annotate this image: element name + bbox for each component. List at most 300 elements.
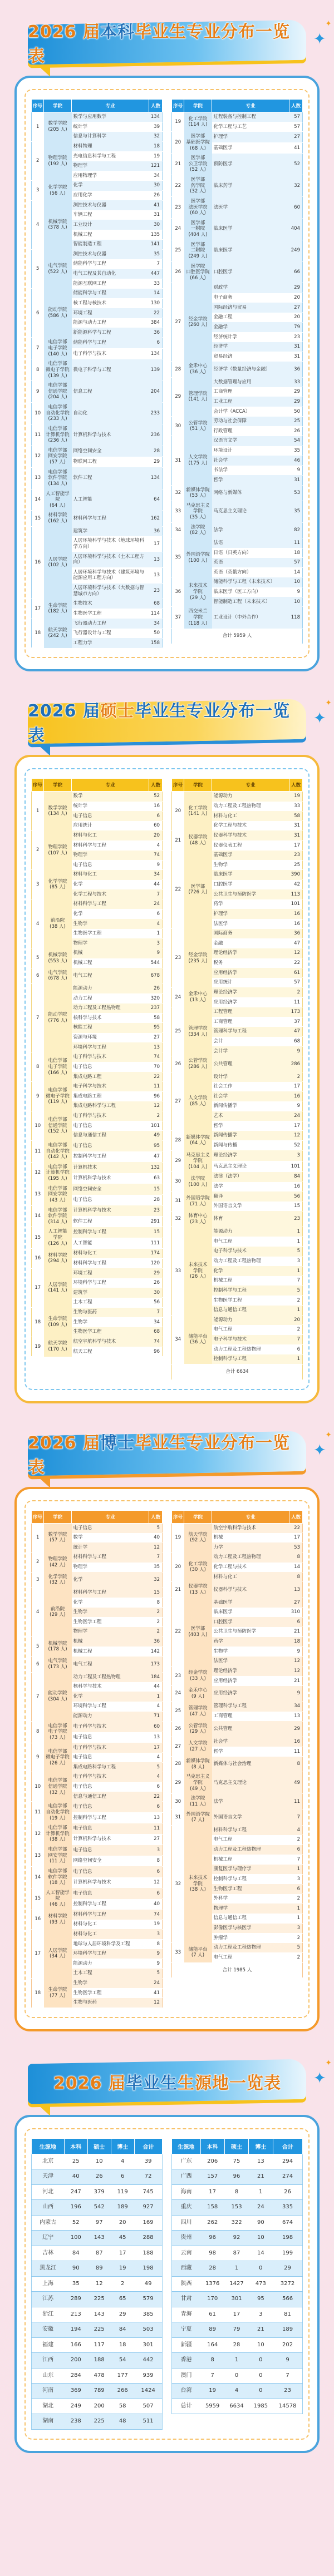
major-count: 37 xyxy=(294,1018,300,1025)
major-name: 核科学与技术 xyxy=(73,1015,102,1021)
province-name: 福建 xyxy=(32,2337,65,2353)
college-name: 生命学院 (109 人) xyxy=(44,1308,72,1337)
college-name: 医学部 公卫学院 (52 人) xyxy=(184,154,212,175)
college-name: 材料学院 (162 人) xyxy=(44,511,72,526)
major-count: 24 xyxy=(149,1979,163,1989)
college-name: 电信学部 电子学院 (73 人) xyxy=(44,1721,72,1743)
table-header-row xyxy=(32,779,163,792)
major-count: 13 xyxy=(149,1042,163,1052)
major-name: 临床医学 xyxy=(212,218,289,240)
college-name: 电信学部 软件学院 (314 人) xyxy=(44,1205,72,1227)
count-cell: 28 xyxy=(200,2261,224,2277)
major-name: 材料科学与工程 xyxy=(72,1588,149,1598)
major-name: 仪器科学与技术 xyxy=(212,1582,289,1598)
major-count: 60 xyxy=(154,823,160,829)
major-count: 101 xyxy=(150,1123,160,1129)
major-name: 管理科学与工程 xyxy=(212,1702,289,1712)
college-name: 马克思主义 学院 (104 人) xyxy=(184,1150,212,1172)
major-name: 电子信息 xyxy=(72,1888,149,1898)
college-name: 电信学部 信通学院 (204 人) xyxy=(44,381,72,403)
title-year: 2026 xyxy=(28,701,77,721)
major-count: 134 xyxy=(150,350,160,357)
major-name: 电子科学与技术 xyxy=(212,1247,289,1257)
major-count: 7 xyxy=(149,1552,163,1563)
count-cell: 542 xyxy=(87,2200,111,2216)
college-name: 金禾中心 (9 人) xyxy=(184,1686,212,1702)
college-name: 人居学院 (34 人) xyxy=(44,1929,72,1978)
count-cell: 6 xyxy=(111,2169,134,2185)
college-name: 数学学院 (57 人) xyxy=(44,1523,72,1552)
column-header: 专业 xyxy=(212,779,289,792)
row-number: 28 xyxy=(172,1131,184,1150)
table-row xyxy=(172,2337,303,2353)
major-name: 计算机科学与技术 xyxy=(72,424,149,446)
row-number: 23 xyxy=(172,196,184,218)
major-name: 应用化学 xyxy=(73,192,92,198)
major-name: 艺术 xyxy=(212,1111,289,1121)
table-row xyxy=(172,240,303,261)
major-name: 预防医学 xyxy=(212,154,289,175)
title-highlight: 本科 xyxy=(100,22,135,42)
major-name: 法医学 xyxy=(213,921,228,927)
major-count: 9 xyxy=(149,1949,163,1959)
count-cell: 0 xyxy=(224,2368,248,2384)
row-number: 24 xyxy=(172,1686,184,1702)
table-row xyxy=(172,1598,303,1608)
major-name: 电子信息 xyxy=(72,1866,149,1877)
column-header: 序号 xyxy=(32,779,44,792)
title-year: 2026 xyxy=(28,1433,77,1453)
count-cell: 117 xyxy=(87,2337,111,2353)
major-name: 物理学 xyxy=(73,1564,88,1570)
major-name: 临床医学（医工方向） xyxy=(213,589,261,595)
major-count: 9 xyxy=(149,948,163,958)
major-count: 20 xyxy=(294,295,300,300)
major-count: 6 xyxy=(149,338,163,348)
major-name: 能源动力 xyxy=(72,1712,149,1722)
major-name: 财政学 xyxy=(212,283,289,293)
count-cell: 65 xyxy=(111,2292,134,2307)
table-row xyxy=(32,1721,163,1732)
column-header: 专业 xyxy=(72,779,149,792)
table-row xyxy=(172,792,303,802)
major-count: 384 xyxy=(150,320,160,326)
major-count: 11 xyxy=(289,538,303,548)
college-name: 能动学院 (304 人) xyxy=(44,1672,72,1721)
province-name: 云南 xyxy=(172,2246,201,2261)
major-count: 15 xyxy=(149,1184,163,1194)
column-header: 序号 xyxy=(172,779,184,792)
major-name: 法律（法学） xyxy=(212,1172,289,1182)
major-name: 车辆工程 xyxy=(73,212,92,218)
total-row xyxy=(172,629,303,644)
table-row xyxy=(172,2169,303,2185)
major-count: 58 xyxy=(289,811,303,821)
major-name: 生物学 xyxy=(72,1608,149,1618)
row-number: 14 xyxy=(32,1866,44,1888)
major-count: 141 xyxy=(149,240,163,250)
table-row xyxy=(32,403,163,424)
table-row xyxy=(32,1552,163,1563)
major-name: 税务 xyxy=(213,960,223,966)
province-name: 浙江 xyxy=(32,2307,65,2322)
row-number: 6 xyxy=(32,289,44,338)
major-name: 能源动力 xyxy=(212,792,289,802)
table-row xyxy=(32,1672,163,1682)
row-number: 26 xyxy=(172,261,184,283)
column-header: 专业 xyxy=(212,1510,289,1523)
count-cell: 1424 xyxy=(134,2384,162,2399)
major-count: 174 xyxy=(149,1249,163,1259)
table-row xyxy=(172,1523,303,1533)
major-count: 52 xyxy=(149,792,163,802)
college-name: 电信学部 计算机学院 (38 人) xyxy=(44,1823,72,1845)
doctor-section xyxy=(0,1411,334,2031)
college-name: 法学院 (100 人) xyxy=(184,1172,212,1191)
major-name: 能源动力 xyxy=(72,983,149,993)
province-name: 贵州 xyxy=(172,2231,201,2246)
undergrad-card xyxy=(14,76,320,671)
major-name: 英语（英俄方向） xyxy=(213,569,252,575)
count-cell: 2 xyxy=(111,2276,134,2292)
major-name: 人工智能 xyxy=(73,1240,92,1246)
college-name: 电信学部 软件学院 (134 人) xyxy=(44,467,72,489)
college-name: 经金学院 (33 人) xyxy=(184,1666,212,1685)
major-count: 53 xyxy=(289,1542,303,1552)
major-count: 5 xyxy=(289,1943,303,1953)
province-name: 湖北 xyxy=(32,2399,65,2414)
row-number: 27 xyxy=(172,1072,184,1131)
major-count: 23 xyxy=(289,851,303,861)
province-name: 江苏 xyxy=(32,2292,65,2307)
major-count: 2 xyxy=(297,1327,300,1333)
major-name: 大数据管理与应用 xyxy=(212,377,289,387)
sparkle-icon: ✦ xyxy=(313,1440,326,1459)
major-count: 34 xyxy=(149,619,163,629)
count-cell: 266 xyxy=(111,2384,134,2399)
column-header: 学院 xyxy=(184,779,212,792)
major-count: 68 xyxy=(294,1039,300,1044)
major-count: 8 xyxy=(156,1858,160,1864)
major-count: 249 xyxy=(289,240,303,261)
major-count: 25 xyxy=(289,417,303,427)
row-number: 11 xyxy=(32,424,44,446)
banner-tail xyxy=(37,744,50,756)
college-name: 能动学院 (776 人) xyxy=(44,983,72,1052)
major-name: 劳动与社会保障 xyxy=(212,417,289,427)
count-cell: 23 xyxy=(273,2384,302,2399)
college-name: 公管学院 (29 人) xyxy=(184,1721,212,1737)
row-number: 22 xyxy=(172,1598,184,1666)
college-name: 公管学院 (51 人) xyxy=(184,417,212,436)
count-cell: 89 xyxy=(200,2322,224,2338)
major-count: 390 xyxy=(289,870,303,880)
major-count: 132 xyxy=(149,1162,163,1173)
major-name: 集成电路科学与工程 xyxy=(72,1762,149,1772)
table-row xyxy=(172,436,303,446)
row-number: 20 xyxy=(172,792,184,831)
major-name: 环境工程 xyxy=(72,308,149,318)
major-name: 工商管理 xyxy=(213,1713,233,1719)
major-name: 社会学 xyxy=(212,1091,289,1101)
province-name: 黑龙江 xyxy=(32,2261,65,2277)
major-name: 电子信息 xyxy=(72,1802,149,1812)
major-name: 理论经济学 xyxy=(212,987,289,997)
major-count: 233 xyxy=(149,403,163,424)
table-row xyxy=(172,1227,303,1237)
college-name: 电信学部 自动化学院 (19 人) xyxy=(44,1802,72,1823)
major-count: 5 xyxy=(149,1523,163,1533)
major-name: 控制科学与工程 xyxy=(213,1876,247,1882)
major-count: 31 xyxy=(154,212,160,218)
row-number: 12 xyxy=(32,1162,44,1184)
college-name: 前沿院 (29 人) xyxy=(44,1588,72,1636)
major-name: 物理学 xyxy=(72,1627,149,1637)
count-cell: 21 xyxy=(249,2169,273,2185)
college-name: 法学院 (11 人) xyxy=(184,1794,212,1809)
row-number: 9 xyxy=(32,381,44,403)
major-name: 生物学 xyxy=(213,862,228,868)
table-header-row xyxy=(172,779,303,792)
college-name: 医学院 口腔医学院 (66 人) xyxy=(184,261,212,283)
major-count: 1 xyxy=(297,1915,300,1921)
table-row xyxy=(32,526,163,536)
college-name: 电信学部 信通学院 (152 人) xyxy=(44,1111,72,1141)
column-header: 博士 xyxy=(111,2138,134,2154)
section-title xyxy=(28,697,306,746)
major-name: 社会学 xyxy=(212,1737,289,1747)
major-count: 9 xyxy=(297,1103,300,1109)
row-number: 3 xyxy=(32,1572,44,1588)
college-name: 化工学院 (141 人) xyxy=(184,792,212,831)
table-row xyxy=(172,1150,303,1161)
table-row xyxy=(32,2246,163,2261)
college-name: 新媒体学院 (53 人) xyxy=(184,485,212,501)
major-name: 生物医学工程 xyxy=(73,1619,102,1625)
major-name: 哲学 xyxy=(213,1123,223,1129)
page-title xyxy=(28,18,306,67)
major-count: 47 xyxy=(294,940,300,946)
table-row xyxy=(172,2276,303,2292)
table-row xyxy=(32,2307,163,2322)
table-header-row xyxy=(172,1510,303,1523)
major-name: 国际商务 xyxy=(212,929,289,939)
major-name: 环境工程 xyxy=(72,1268,149,1278)
major-name: 储能科学与工程（未来技术） xyxy=(212,577,289,587)
table-row xyxy=(32,2399,163,2414)
count-cell: 14 xyxy=(249,2246,273,2261)
table-row xyxy=(32,1888,163,1898)
table-row xyxy=(172,2246,303,2261)
count-cell: 26 xyxy=(273,2184,302,2200)
major-count: 2 xyxy=(149,1608,163,1618)
master-table-right xyxy=(171,778,303,1380)
major-name: 软件工程 xyxy=(73,1218,92,1224)
major-name: 信息与通信工程 xyxy=(213,1915,247,1921)
major-count: 14 xyxy=(294,1564,300,1570)
column-header: 生源地 xyxy=(32,2138,65,2154)
table-row xyxy=(32,2276,163,2292)
table-row xyxy=(172,2322,303,2338)
count-cell: 7 xyxy=(200,2368,224,2384)
table-row xyxy=(172,1757,303,1772)
major-count: 1 xyxy=(289,1865,303,1875)
major-count: 32 xyxy=(149,132,163,142)
column-header: 序号 xyxy=(172,1510,184,1523)
row-number: 14 xyxy=(32,489,44,511)
count-cell: 385 xyxy=(134,2307,162,2322)
major-count: 17 xyxy=(294,1084,300,1090)
row-number: 3 xyxy=(32,870,44,899)
count-cell: 95 xyxy=(249,2292,273,2307)
major-name: 口腔医学 xyxy=(212,261,289,283)
table-row xyxy=(32,359,163,381)
major-count: 10 xyxy=(289,597,303,607)
major-count: 29 xyxy=(149,1268,163,1278)
table-row xyxy=(32,1802,163,1812)
row-number: 11 xyxy=(32,1802,44,1823)
major-name: 工程管理 xyxy=(212,1007,289,1017)
row-number: 12 xyxy=(32,446,44,467)
count-cell: 188 xyxy=(134,2246,162,2261)
major-count: 12 xyxy=(154,1880,160,1886)
count-cell: 40 xyxy=(64,2169,87,2185)
row-number: 8 xyxy=(32,359,44,381)
column-header: 硕士 xyxy=(87,2138,111,2154)
major-name: 马克思主义理论 xyxy=(212,501,289,522)
column-header: 序号 xyxy=(172,100,184,112)
major-count: 135 xyxy=(150,231,160,238)
count-cell: 26 xyxy=(87,2169,111,2185)
major-count: 8 xyxy=(289,1757,303,1772)
major-count: 544 xyxy=(150,960,160,966)
table-header-row xyxy=(32,1510,163,1523)
count-cell: 20 xyxy=(111,2215,134,2231)
major-name: 地球与人居环境科学及工程 xyxy=(73,1941,130,1947)
college-name: 电信学部 计算机学院 (195 人) xyxy=(44,1162,72,1184)
major-count: 2 xyxy=(297,1935,300,1941)
major-name: 力学 xyxy=(212,1542,289,1552)
row-number: 12 xyxy=(32,1823,44,1845)
major-name: 公共管理 xyxy=(212,1056,289,1072)
count-cell: 10 xyxy=(249,2231,273,2246)
row-number: 13 xyxy=(32,467,44,489)
college-name: 人工智能学院 (64 人) xyxy=(44,489,72,511)
table-row xyxy=(172,1211,303,1227)
row-number: 23 xyxy=(172,1666,184,1685)
major-name: 电气工程 xyxy=(213,1327,233,1333)
major-count: 24 xyxy=(149,899,163,909)
row-number: 9 xyxy=(32,1082,44,1111)
major-count: 19 xyxy=(289,792,303,802)
major-name: 体育 xyxy=(212,1211,289,1227)
college-name: 人工智能 学院 (126 人) xyxy=(44,1227,72,1249)
row-number: 2 xyxy=(32,1552,44,1572)
major-name: 材料科学与工程 xyxy=(72,1552,149,1563)
major-count: 120 xyxy=(150,1260,160,1266)
count-cell: 4 xyxy=(111,2154,134,2169)
major-count: 1 xyxy=(289,1354,303,1364)
row-number: 28 xyxy=(172,362,184,377)
major-count: 6 xyxy=(289,1884,303,1894)
major-count: 7 xyxy=(156,261,160,267)
major-name: 材料科学与工程 xyxy=(72,899,149,909)
table-row xyxy=(172,261,303,283)
major-count: 7 xyxy=(289,1809,303,1825)
major-name: 生物学 xyxy=(72,1979,149,1989)
table-row xyxy=(32,619,163,629)
origin-table-left xyxy=(31,2138,163,2430)
major-count: 56 xyxy=(154,1299,160,1306)
table-row xyxy=(32,1657,163,1672)
major-count: 18 xyxy=(289,1637,303,1647)
major-count: 12 xyxy=(289,1666,303,1676)
major-count: 286 xyxy=(289,1056,303,1072)
major-count: 8 xyxy=(156,1941,160,1947)
major-count: 114 xyxy=(150,610,160,616)
major-name: 经济统计学 xyxy=(213,334,238,340)
table-row xyxy=(32,983,163,993)
major-count: 23 xyxy=(149,1205,163,1216)
major-name: 马克思主义理论 xyxy=(212,1772,289,1794)
table-row xyxy=(32,2322,163,2338)
major-count: 4 xyxy=(156,1703,160,1709)
major-count: 1 xyxy=(156,931,160,937)
row-number: 21 xyxy=(172,1582,184,1598)
major-name: 电气工程 xyxy=(213,1954,233,1960)
count-cell: 301 xyxy=(224,2292,248,2307)
banner-tail xyxy=(37,1475,50,1487)
major-count: 9 xyxy=(289,1686,303,1702)
table-row xyxy=(172,851,303,861)
table-row xyxy=(32,338,163,348)
major-count: 9 xyxy=(156,1960,160,1966)
major-count: 47 xyxy=(289,1027,303,1037)
count-cell: 81 xyxy=(273,2307,302,2322)
major-name: 电子信息 xyxy=(72,1140,149,1151)
major-count: 1 xyxy=(289,1306,303,1316)
major-count: 113 xyxy=(289,889,303,899)
count-cell: 13 xyxy=(249,2154,273,2169)
row-number: 32 xyxy=(172,485,184,501)
major-count: 101 xyxy=(291,1163,300,1169)
major-count: 40 xyxy=(154,1535,160,1541)
table-row xyxy=(172,154,303,175)
title-year: 2026 xyxy=(28,22,77,42)
college-name: 电信学部 自动化学院 (142 人) xyxy=(44,1140,72,1162)
table-row xyxy=(172,1825,303,1835)
count-cell: 12 xyxy=(87,2276,111,2292)
table-header-row xyxy=(172,2138,303,2154)
major-name: 人居环境科学与技术（地球环境科学方向） xyxy=(73,538,145,550)
row-number: 15 xyxy=(32,1227,44,1249)
major-count: 6 xyxy=(149,1888,163,1898)
column-header: 学院 xyxy=(44,1510,72,1523)
college-name: 航天学院 (92 人) xyxy=(184,1523,212,1552)
major-name: 控制科学与工程 xyxy=(72,1227,149,1238)
major-name: 网络空间安全 xyxy=(72,446,149,456)
row-number: 7 xyxy=(32,1672,44,1721)
province-name: 重庆 xyxy=(172,2200,201,2216)
major-count: 57 xyxy=(289,558,303,568)
table-row xyxy=(172,2261,303,2277)
major-name: 基础医学 xyxy=(213,145,233,151)
table-row xyxy=(172,2353,303,2369)
table-row xyxy=(32,899,163,909)
major-count: 60 xyxy=(149,1721,163,1732)
table-row xyxy=(32,968,163,983)
major-count: 30 xyxy=(149,1288,163,1298)
